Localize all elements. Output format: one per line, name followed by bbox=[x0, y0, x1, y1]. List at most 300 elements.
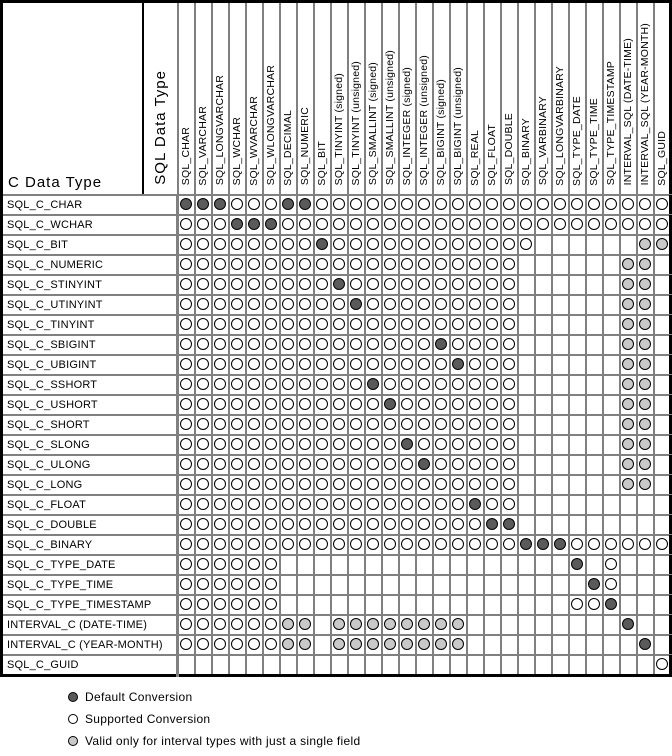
supported-conversion-icon bbox=[418, 518, 430, 530]
supported-conversion-icon bbox=[299, 278, 311, 290]
supported-conversion-icon bbox=[401, 258, 413, 270]
supported-conversion-icon bbox=[486, 218, 498, 230]
supported-conversion-icon bbox=[503, 478, 515, 490]
supported-conversion-icon bbox=[231, 338, 243, 350]
supported-conversion-icon bbox=[231, 438, 243, 450]
matrix-cell bbox=[280, 395, 297, 415]
matrix-cell bbox=[433, 235, 450, 255]
matrix-cell bbox=[620, 455, 637, 475]
supported-conversion-icon bbox=[469, 338, 481, 350]
supported-conversion-icon bbox=[384, 538, 396, 550]
supported-conversion-icon bbox=[299, 238, 311, 250]
matrix-cell bbox=[365, 295, 382, 315]
matrix-cell bbox=[280, 435, 297, 455]
supported-conversion-icon bbox=[180, 438, 192, 450]
supported-conversion-icon bbox=[197, 458, 209, 470]
default-conversion-icon bbox=[418, 458, 430, 470]
matrix-cell bbox=[637, 615, 654, 635]
supported-conversion-icon bbox=[197, 418, 209, 430]
supported-conversion-icon bbox=[503, 458, 515, 470]
column-header bbox=[637, 2, 654, 195]
matrix-cell bbox=[229, 435, 246, 455]
supported-conversion-icon bbox=[452, 438, 464, 450]
supported-conversion-icon bbox=[367, 438, 379, 450]
supported-conversion-icon bbox=[469, 198, 481, 210]
matrix-cell bbox=[603, 295, 620, 315]
row-header: SQL_C_FLOAT bbox=[2, 495, 178, 515]
matrix-cell bbox=[246, 435, 263, 455]
matrix-cell bbox=[501, 595, 518, 615]
matrix-cell bbox=[314, 495, 331, 515]
matrix-cell bbox=[195, 355, 212, 375]
matrix-cell bbox=[654, 575, 671, 595]
matrix-cell bbox=[569, 395, 586, 415]
matrix-cell bbox=[501, 535, 518, 555]
supported-conversion-icon bbox=[554, 218, 566, 230]
matrix-cell bbox=[246, 415, 263, 435]
supported-conversion-icon bbox=[367, 478, 379, 490]
matrix-cell bbox=[399, 615, 416, 635]
supported-conversion-icon bbox=[350, 498, 362, 510]
matrix-cell bbox=[603, 635, 620, 655]
matrix-cell bbox=[297, 455, 314, 475]
matrix-cell bbox=[603, 435, 620, 455]
matrix-cell bbox=[484, 295, 501, 315]
interval-conversion-icon bbox=[622, 318, 634, 330]
matrix-cell bbox=[552, 275, 569, 295]
supported-conversion-icon bbox=[435, 238, 447, 250]
matrix-cell bbox=[263, 215, 280, 235]
supported-conversion-icon bbox=[418, 538, 430, 550]
matrix-cell bbox=[518, 275, 535, 295]
row-header: SQL_C_SLONG bbox=[2, 435, 178, 455]
supported-conversion-icon bbox=[248, 398, 260, 410]
matrix-cell bbox=[382, 515, 399, 535]
supported-conversion-icon bbox=[384, 238, 396, 250]
matrix-cell bbox=[246, 255, 263, 275]
supported-conversion-icon bbox=[367, 538, 379, 550]
matrix-cell bbox=[229, 315, 246, 335]
supported-conversion-icon bbox=[214, 458, 226, 470]
matrix-cell bbox=[637, 395, 654, 415]
matrix-cell bbox=[603, 555, 620, 575]
matrix-cell bbox=[348, 615, 365, 635]
matrix-cell bbox=[586, 635, 603, 655]
matrix-cell bbox=[280, 195, 297, 215]
matrix-cell bbox=[620, 275, 637, 295]
matrix-cell bbox=[331, 215, 348, 235]
interval-conversion-icon bbox=[367, 638, 379, 650]
matrix-cell bbox=[382, 255, 399, 275]
matrix-cell bbox=[552, 335, 569, 355]
supported-conversion-icon bbox=[265, 598, 277, 610]
supported-conversion-icon bbox=[418, 338, 430, 350]
matrix-cell bbox=[484, 315, 501, 335]
matrix-cell bbox=[382, 295, 399, 315]
matrix-cell bbox=[365, 415, 382, 435]
matrix-cell bbox=[433, 575, 450, 595]
matrix-cell bbox=[501, 455, 518, 475]
matrix-cell bbox=[569, 335, 586, 355]
matrix-cell bbox=[552, 535, 569, 555]
matrix-cell bbox=[212, 655, 229, 676]
table-row bbox=[2, 515, 671, 535]
matrix-cell bbox=[263, 355, 280, 375]
matrix-cell bbox=[246, 195, 263, 215]
supported-conversion-icon bbox=[401, 318, 413, 330]
matrix-cell bbox=[280, 535, 297, 555]
column-header-label: SQL_SMALLINT (unsigned) bbox=[384, 50, 396, 186]
matrix-cell bbox=[450, 255, 467, 275]
matrix-cell bbox=[348, 355, 365, 375]
matrix-cell bbox=[467, 335, 484, 355]
supported-conversion-icon bbox=[367, 338, 379, 350]
matrix-cell bbox=[314, 575, 331, 595]
supported-conversion-icon bbox=[554, 198, 566, 210]
matrix-cell bbox=[212, 635, 229, 655]
interval-conversion-icon bbox=[282, 638, 294, 650]
matrix-cell bbox=[399, 555, 416, 575]
matrix-cell bbox=[229, 495, 246, 515]
matrix-cell bbox=[569, 635, 586, 655]
supported-conversion-icon bbox=[180, 578, 192, 590]
matrix-cell bbox=[484, 575, 501, 595]
matrix-cell bbox=[518, 395, 535, 415]
matrix-cell bbox=[654, 295, 671, 315]
supported-conversion-icon bbox=[299, 518, 311, 530]
supported-conversion-icon bbox=[401, 198, 413, 210]
column-header bbox=[348, 2, 365, 195]
supported-conversion-icon bbox=[214, 238, 226, 250]
matrix-cell bbox=[620, 375, 637, 395]
matrix-cell bbox=[450, 635, 467, 655]
matrix-cell bbox=[620, 355, 637, 375]
matrix-cell bbox=[263, 455, 280, 475]
matrix-cell bbox=[501, 635, 518, 655]
matrix-cell bbox=[229, 235, 246, 255]
supported-conversion-icon bbox=[316, 518, 328, 530]
supported-conversion-icon bbox=[452, 398, 464, 410]
matrix-cell bbox=[484, 355, 501, 375]
matrix-cell bbox=[637, 195, 654, 215]
matrix-cell bbox=[535, 615, 552, 635]
matrix-cell bbox=[246, 575, 263, 595]
column-header bbox=[450, 2, 467, 195]
supported-conversion-icon bbox=[418, 278, 430, 290]
supported-conversion-icon bbox=[214, 498, 226, 510]
matrix-cell bbox=[620, 395, 637, 415]
matrix-cell bbox=[552, 495, 569, 515]
supported-conversion-icon bbox=[316, 538, 328, 550]
matrix-cell bbox=[416, 415, 433, 435]
supported-conversion-icon bbox=[367, 278, 379, 290]
matrix-cell bbox=[263, 315, 280, 335]
matrix-cell bbox=[654, 235, 671, 255]
matrix-cell bbox=[331, 655, 348, 676]
supported-conversion-icon bbox=[248, 518, 260, 530]
supported-conversion-icon bbox=[197, 438, 209, 450]
supported-conversion-icon bbox=[486, 358, 498, 370]
supported-conversion-icon bbox=[367, 398, 379, 410]
supported-conversion-icon bbox=[282, 238, 294, 250]
interval-conversion-icon bbox=[384, 618, 396, 630]
supported-conversion-icon bbox=[214, 578, 226, 590]
matrix-cell bbox=[416, 535, 433, 555]
matrix-cell bbox=[178, 375, 195, 395]
default-conversion-icon bbox=[333, 278, 345, 290]
supported-conversion-icon bbox=[180, 598, 192, 610]
default-conversion-icon bbox=[197, 198, 209, 210]
matrix-cell bbox=[314, 435, 331, 455]
matrix-cell bbox=[501, 295, 518, 315]
supported-conversion-icon bbox=[197, 378, 209, 390]
matrix-cell bbox=[416, 575, 433, 595]
supported-conversion-icon bbox=[265, 338, 277, 350]
matrix-cell bbox=[263, 495, 280, 515]
supported-conversion-icon bbox=[180, 278, 192, 290]
matrix-cell bbox=[263, 395, 280, 415]
default-conversion-icon bbox=[265, 218, 277, 230]
supported-conversion-icon bbox=[214, 598, 226, 610]
matrix-cell bbox=[535, 495, 552, 515]
supported-conversion-icon bbox=[231, 538, 243, 550]
supported-conversion-icon bbox=[180, 458, 192, 470]
matrix-cell bbox=[280, 255, 297, 275]
matrix-cell bbox=[654, 275, 671, 295]
matrix-cell bbox=[348, 395, 365, 415]
matrix-cell bbox=[178, 335, 195, 355]
supported-conversion-icon bbox=[299, 398, 311, 410]
default-conversion-icon bbox=[520, 538, 532, 550]
column-header-label: SQL_GUID bbox=[656, 130, 668, 186]
matrix-cell bbox=[348, 655, 365, 676]
matrix-cell bbox=[348, 455, 365, 475]
supported-conversion-icon bbox=[639, 218, 651, 230]
column-header-label: INTERVAL_SQL (YEAR-MONTH) bbox=[639, 23, 651, 186]
matrix-cell bbox=[229, 275, 246, 295]
supported-conversion-icon bbox=[231, 318, 243, 330]
interval-conversion-icon bbox=[350, 618, 362, 630]
row-header: SQL_C_TINYINT bbox=[2, 315, 178, 335]
matrix-cell bbox=[467, 575, 484, 595]
matrix-cell bbox=[280, 215, 297, 235]
matrix-cell bbox=[416, 495, 433, 515]
matrix-cell bbox=[229, 515, 246, 535]
matrix-cell bbox=[518, 515, 535, 535]
supported-conversion-icon bbox=[537, 198, 549, 210]
matrix-cell bbox=[297, 555, 314, 575]
supported-conversion-icon bbox=[350, 218, 362, 230]
supported-conversion-icon bbox=[180, 498, 192, 510]
supported-conversion-icon bbox=[197, 518, 209, 530]
supported-conversion-icon bbox=[418, 498, 430, 510]
matrix-cell bbox=[467, 655, 484, 676]
supported-conversion-icon bbox=[282, 478, 294, 490]
matrix-cell bbox=[246, 455, 263, 475]
column-header bbox=[229, 2, 246, 195]
matrix-cell bbox=[637, 215, 654, 235]
supported-conversion-icon bbox=[265, 538, 277, 550]
matrix-cell bbox=[297, 575, 314, 595]
matrix-cell bbox=[399, 375, 416, 395]
matrix-cell bbox=[637, 275, 654, 295]
table-row bbox=[2, 275, 671, 295]
matrix-cell bbox=[586, 355, 603, 375]
supported-conversion-icon bbox=[180, 358, 192, 370]
supported-conversion-icon bbox=[180, 418, 192, 430]
matrix-cell bbox=[603, 255, 620, 275]
matrix-cell bbox=[501, 215, 518, 235]
matrix-cell bbox=[280, 295, 297, 315]
matrix-cell bbox=[297, 475, 314, 495]
matrix-cell bbox=[195, 475, 212, 495]
matrix-cell bbox=[297, 515, 314, 535]
supported-conversion-icon bbox=[503, 238, 515, 250]
supported-conversion-icon bbox=[248, 558, 260, 570]
supported-conversion-icon bbox=[316, 438, 328, 450]
matrix-cell bbox=[348, 515, 365, 535]
matrix-cell bbox=[331, 315, 348, 335]
default-conversion-icon bbox=[350, 298, 362, 310]
supported-conversion-icon bbox=[520, 198, 532, 210]
matrix-cell bbox=[450, 335, 467, 355]
matrix-cell bbox=[263, 275, 280, 295]
interval-conversion-icon bbox=[622, 298, 634, 310]
interval-conversion-icon bbox=[622, 358, 634, 370]
matrix-cell bbox=[569, 595, 586, 615]
supported-conversion-icon bbox=[282, 218, 294, 230]
matrix-cell bbox=[535, 215, 552, 235]
matrix-cell bbox=[263, 475, 280, 495]
matrix-cell bbox=[637, 555, 654, 575]
table-row bbox=[2, 635, 671, 655]
supported-conversion-icon bbox=[282, 318, 294, 330]
matrix-cell bbox=[603, 275, 620, 295]
column-header bbox=[263, 2, 280, 195]
matrix-cell bbox=[433, 535, 450, 555]
supported-conversion-icon bbox=[384, 458, 396, 470]
matrix-cell bbox=[348, 415, 365, 435]
matrix-cell bbox=[382, 415, 399, 435]
supported-conversion-icon bbox=[231, 358, 243, 370]
supported-conversion-icon bbox=[401, 218, 413, 230]
supported-conversion-icon bbox=[248, 478, 260, 490]
matrix-cell bbox=[331, 415, 348, 435]
matrix-cell bbox=[348, 235, 365, 255]
matrix-cell bbox=[603, 475, 620, 495]
supported-conversion-icon bbox=[180, 638, 192, 650]
supported-conversion-icon bbox=[384, 358, 396, 370]
table-row bbox=[2, 315, 671, 335]
matrix-cell bbox=[501, 335, 518, 355]
matrix-cell bbox=[433, 475, 450, 495]
supported-conversion-icon bbox=[265, 478, 277, 490]
matrix-cell bbox=[416, 215, 433, 235]
interval-conversion-icon bbox=[350, 638, 362, 650]
matrix-cell bbox=[348, 575, 365, 595]
matrix-cell bbox=[416, 515, 433, 535]
supported-conversion-icon bbox=[231, 558, 243, 570]
matrix-cell bbox=[229, 615, 246, 635]
matrix-cell bbox=[399, 315, 416, 335]
supported-conversion-icon bbox=[231, 398, 243, 410]
supported-conversion-icon bbox=[452, 418, 464, 430]
matrix-cell bbox=[603, 575, 620, 595]
matrix-cell bbox=[212, 355, 229, 375]
matrix-cell bbox=[195, 615, 212, 635]
supported-conversion-icon bbox=[265, 458, 277, 470]
supported-conversion-icon bbox=[350, 238, 362, 250]
matrix-cell bbox=[484, 195, 501, 215]
matrix-cell bbox=[178, 415, 195, 435]
matrix-cell bbox=[178, 295, 195, 315]
supported-conversion-icon bbox=[333, 418, 345, 430]
supported-conversion-icon bbox=[282, 298, 294, 310]
legend-item-default bbox=[68, 686, 672, 708]
supported-conversion-icon bbox=[299, 458, 311, 470]
matrix-cell bbox=[637, 655, 654, 676]
matrix-cell bbox=[620, 235, 637, 255]
row-header: SQL_C_CHAR bbox=[2, 195, 178, 215]
matrix-cell bbox=[399, 235, 416, 255]
supported-conversion-icon bbox=[316, 218, 328, 230]
matrix-cell bbox=[195, 335, 212, 355]
matrix-cell bbox=[433, 635, 450, 655]
matrix-cell bbox=[654, 495, 671, 515]
interval-conversion-icon bbox=[622, 418, 634, 430]
supported-conversion-icon bbox=[197, 218, 209, 230]
matrix-cell bbox=[484, 615, 501, 635]
matrix-cell bbox=[178, 655, 195, 676]
row-header: SQL_C_TYPE_DATE bbox=[2, 555, 178, 575]
supported-conversion-icon bbox=[639, 198, 651, 210]
supported-conversion-icon bbox=[588, 598, 600, 610]
matrix-cell bbox=[195, 215, 212, 235]
matrix-cell bbox=[212, 335, 229, 355]
supported-conversion-icon bbox=[214, 518, 226, 530]
matrix-cell bbox=[467, 375, 484, 395]
matrix-cell bbox=[501, 395, 518, 415]
matrix-cell bbox=[212, 475, 229, 495]
matrix-cell bbox=[212, 375, 229, 395]
table-row bbox=[2, 455, 671, 475]
matrix-cell bbox=[382, 635, 399, 655]
matrix-cell bbox=[331, 195, 348, 215]
supported-conversion-icon bbox=[435, 278, 447, 290]
matrix-cell bbox=[637, 235, 654, 255]
matrix-cell bbox=[433, 215, 450, 235]
matrix-cell bbox=[331, 435, 348, 455]
matrix-cell bbox=[535, 515, 552, 535]
column-header-label: SQL_WVARCHAR bbox=[248, 95, 260, 186]
supported-conversion-icon bbox=[197, 278, 209, 290]
interval-conversion-icon bbox=[622, 438, 634, 450]
supported-conversion-icon bbox=[486, 278, 498, 290]
matrix-cell bbox=[416, 335, 433, 355]
matrix-cell bbox=[637, 535, 654, 555]
matrix-cell bbox=[433, 655, 450, 676]
matrix-cell bbox=[246, 475, 263, 495]
row-header: INTERVAL_C (DATE-TIME) bbox=[2, 615, 178, 635]
matrix-cell bbox=[654, 215, 671, 235]
matrix-cell bbox=[569, 655, 586, 676]
supported-conversion-icon bbox=[299, 318, 311, 330]
matrix-cell bbox=[365, 635, 382, 655]
interval-conversion-icon bbox=[639, 258, 651, 270]
matrix-cell bbox=[365, 555, 382, 575]
row-header: SQL_C_SBIGINT bbox=[2, 335, 178, 355]
matrix-cell bbox=[552, 195, 569, 215]
